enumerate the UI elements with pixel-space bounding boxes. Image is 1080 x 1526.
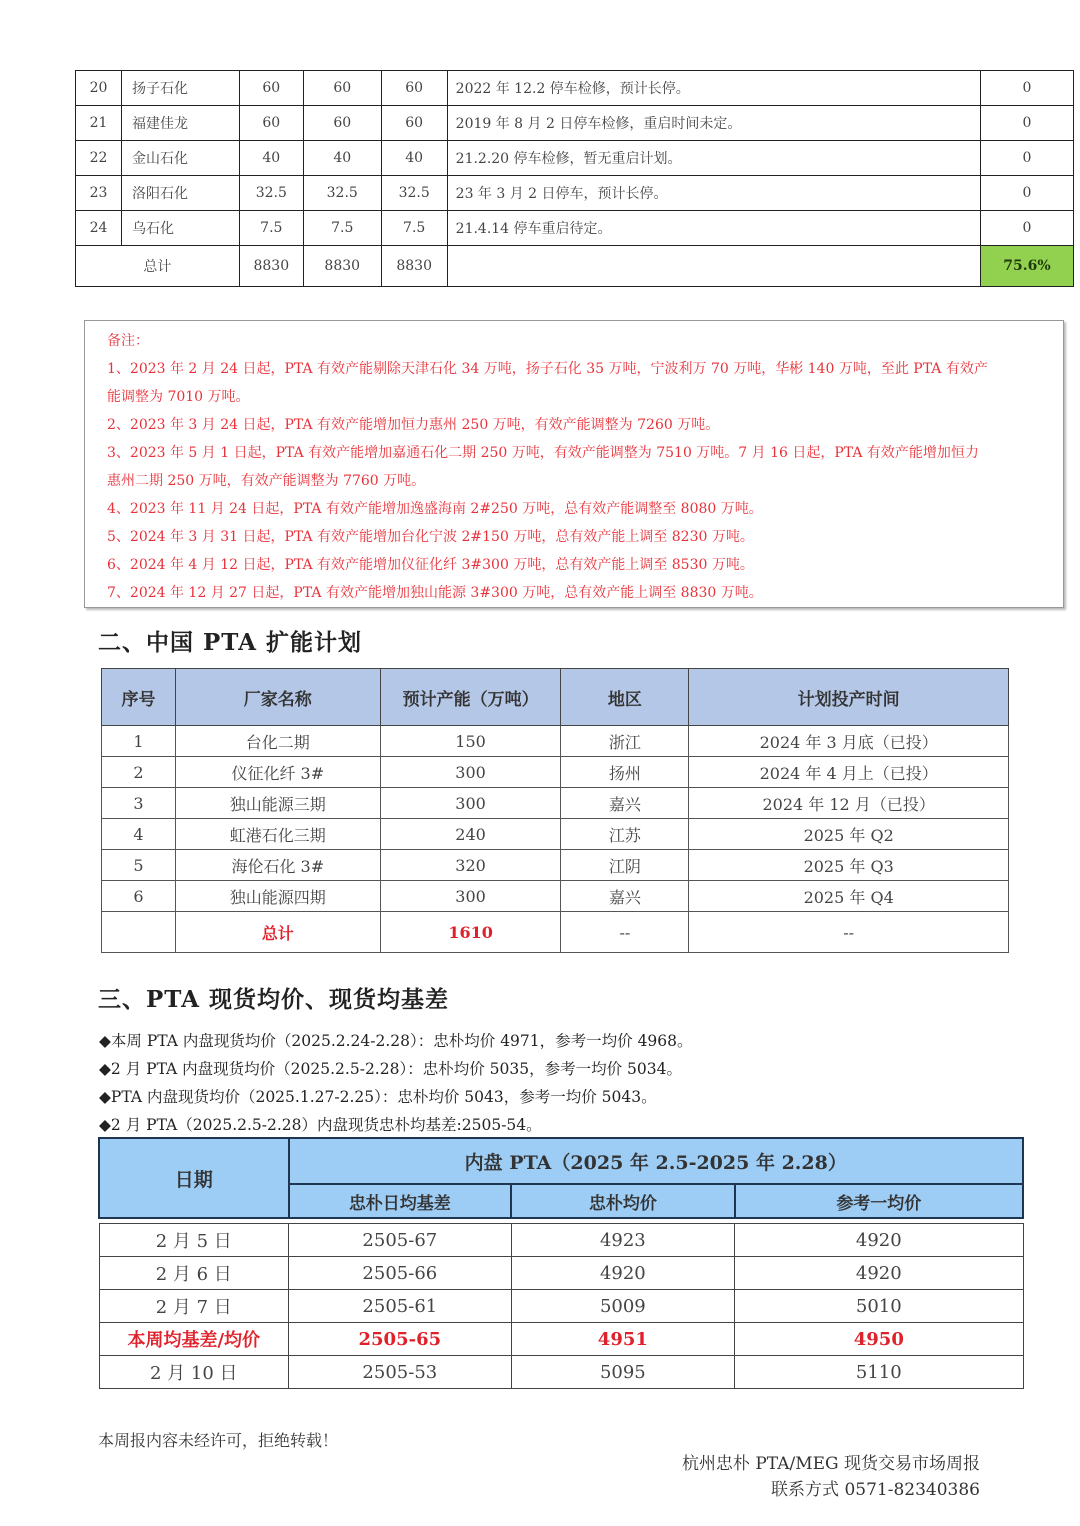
region: 嘉兴 — [561, 881, 689, 912]
total-capacity-1: 8830 — [239, 246, 303, 287]
region: 嘉兴 — [561, 788, 689, 819]
basis: 2505-67 — [289, 1224, 512, 1257]
date: 2 月 6 日 — [99, 1257, 289, 1290]
weekly-average-row — [99, 1323, 1023, 1356]
table-row — [102, 726, 1009, 757]
col-header-zp-price: 忠朴均价 — [511, 1184, 735, 1218]
capacity: 320 — [380, 850, 561, 881]
row-number: 1 — [102, 726, 176, 757]
total-capacity: 1610 — [380, 912, 561, 953]
table-row — [99, 1356, 1023, 1389]
company-name: 乌石化 — [121, 211, 239, 246]
company-name: 独山能源四期 — [175, 881, 380, 912]
capacity: 300 — [380, 788, 561, 819]
capacity-1: 32.5 — [239, 176, 303, 211]
total-region: -- — [561, 912, 689, 953]
list-item: ◆2 月 PTA（2025.2.5-2.28）内盘现货忠朴均基差:2505-54。 — [99, 1116, 542, 1134]
col-header-capacity: 预计产能（万吨） — [380, 669, 561, 726]
section-2-title: 二、中国 PTA 扩能计划 — [98, 629, 363, 656]
table-header-row — [99, 1138, 1023, 1184]
start-time: 2025 年 Q2 — [689, 819, 1009, 850]
zp-price: 4951 — [511, 1323, 735, 1356]
capacity-1: 7.5 — [239, 211, 303, 246]
row-number: 23 — [76, 176, 122, 211]
operating-rate: 0 — [981, 141, 1074, 176]
notes-title: 备注： — [107, 333, 149, 349]
capacity-3: 40 — [381, 141, 447, 176]
ref-price: 5010 — [735, 1290, 1023, 1323]
basis: 2505-65 — [289, 1323, 512, 1356]
basis: 2505-61 — [289, 1290, 512, 1323]
start-time: 2024 年 4 月上（已投） — [689, 757, 1009, 788]
capacity-1: 40 — [239, 141, 303, 176]
zp-price: 5009 — [511, 1290, 735, 1323]
operating-rate: 0 — [981, 106, 1074, 141]
date: 本周均基差/均价 — [99, 1323, 289, 1356]
company-name: 福建佳龙 — [121, 106, 239, 141]
total-label: 总计 — [175, 912, 380, 953]
capacity-2: 7.5 — [303, 211, 381, 246]
capacity-3: 60 — [381, 106, 447, 141]
row-number: 24 — [76, 211, 122, 246]
region: 江苏 — [561, 819, 689, 850]
capacity: 240 — [380, 819, 561, 850]
col-header-number: 序号 — [102, 669, 176, 726]
total-note — [447, 246, 980, 287]
capacity-3: 60 — [381, 71, 447, 106]
contact-info: 联系方式 0571-82340386 — [771, 1480, 980, 1500]
status-note: 2022 年 12.2 停车检修，预计长停。 — [447, 71, 980, 106]
table-row — [99, 1290, 1023, 1323]
basis: 2505-53 — [289, 1356, 512, 1389]
ref-price: 4920 — [735, 1257, 1023, 1290]
note-line: 5、2024 年 3 月 31 日起，PTA 有效产能增加台化宁波 2#150 万吨，总有效产能上调至 8230 万吨。 — [107, 529, 754, 545]
operating-rate: 0 — [981, 211, 1074, 246]
start-time: 2024 年 12 月（已投） — [689, 788, 1009, 819]
capacity-1: 60 — [239, 106, 303, 141]
table-row — [76, 176, 1074, 211]
start-time: 2025 年 Q4 — [689, 881, 1009, 912]
table-row — [99, 1257, 1023, 1290]
row-number: 20 — [76, 71, 122, 106]
company-name: 仪征化纤 3# — [175, 757, 380, 788]
list-item: ◆PTA 内盘现货均价（2025.1.27-2.25）：忠朴均价 5043，参考一均价 5043。 — [99, 1088, 657, 1106]
table-row — [102, 850, 1009, 881]
total-capacity-3: 8830 — [381, 246, 447, 287]
zp-price: 4920 — [511, 1257, 735, 1290]
capacity-2: 60 — [303, 106, 381, 141]
capacity-table — [75, 70, 1074, 287]
company-name: 台化二期 — [175, 726, 380, 757]
table-row — [102, 788, 1009, 819]
company-name: 独山能源三期 — [175, 788, 380, 819]
col-header-date: 日期 — [99, 1138, 289, 1218]
note-line: 4、2023 年 11 月 24 日起，PTA 有效产能增加逸盛海南 2#250 万吨，总有效产能调整至 8080 万吨。 — [107, 501, 763, 517]
col-header-region: 地区 — [561, 669, 689, 726]
capacity-3: 32.5 — [381, 176, 447, 211]
operating-rate: 0 — [981, 176, 1074, 211]
total-number — [102, 912, 176, 953]
region: 浙江 — [561, 726, 689, 757]
start-time: 2024 年 3 月底（已投） — [689, 726, 1009, 757]
zp-price: 5095 — [511, 1356, 735, 1389]
note-line: 7、2024 年 12 月 27 日起，PTA 有效产能增加独山能源 3#300 万吨，总有效产能上调至 8830 万吨。 — [107, 585, 763, 601]
col-header-ref-price: 参考一均价 — [735, 1184, 1023, 1218]
company-name: 金山石化 — [121, 141, 239, 176]
start-time: 2025 年 Q3 — [689, 850, 1009, 881]
note-line: 惠州二期 250 万吨，有效产能调整为 7760 万吨。 — [107, 473, 426, 489]
row-number: 22 — [76, 141, 122, 176]
capacity-3: 7.5 — [381, 211, 447, 246]
row-number: 4 — [102, 819, 176, 850]
section-3-title: 三、PTA 现货均价、现货均基差 — [98, 986, 450, 1013]
date: 2 月 10 日 — [99, 1356, 289, 1389]
list-item: ◆2 月 PTA 内盘现货均价（2025.2.5-2.28）：忠朴均价 5035，参考一均价 5034。 — [99, 1060, 682, 1078]
total-label: 总计 — [76, 246, 240, 287]
disclaimer: 本周报内容未经许可，拒绝转载！ — [98, 1431, 339, 1450]
capacity-2: 60 — [303, 71, 381, 106]
note-line: 1、2023 年 2 月 24 日起，PTA 有效产能剔除天津石化 34 万吨，扬子石化 35 万吨，宁波利万 70 万吨，华彬 140 万吨，至此 PTA 有效产 — [107, 361, 988, 377]
status-note: 2019 年 8 月 2 日停车检修，重启时间未定。 — [447, 106, 980, 141]
list-item: ◆本周 PTA 内盘现货均价（2025.2.24-2.28）：忠朴均价 4971，参考一均价 4968。 — [99, 1032, 693, 1050]
table-row — [76, 71, 1074, 106]
operating-rate: 0 — [981, 71, 1074, 106]
row-number: 21 — [76, 106, 122, 141]
capacity-2: 40 — [303, 141, 381, 176]
basis: 2505-66 — [289, 1257, 512, 1290]
total-operating-rate: 75.6% — [981, 246, 1074, 287]
note-line: 3、2023 年 5 月 1 日起，PTA 有效产能增加嘉通石化二期 250 万吨，有效产能调整为 7510 万吨。7 月 16 日起，PTA 有效产能增加恒力 — [107, 445, 979, 461]
company-name: 扬子石化 — [121, 71, 239, 106]
table-row — [102, 819, 1009, 850]
note-line: 能调整为 7010 万吨。 — [107, 389, 250, 405]
ref-price: 4920 — [735, 1224, 1023, 1257]
row-number: 5 — [102, 850, 176, 881]
table-row — [102, 757, 1009, 788]
table-row — [76, 141, 1074, 176]
zp-price: 4923 — [511, 1224, 735, 1257]
capacity: 300 — [380, 881, 561, 912]
table-row — [76, 211, 1074, 246]
group-header: 内盘 PTA（2025 年 2.5-2025 年 2.28） — [289, 1138, 1023, 1184]
table-row — [99, 1224, 1023, 1257]
table-row — [76, 106, 1074, 141]
total-row — [102, 912, 1009, 953]
ref-price: 5110 — [735, 1356, 1023, 1389]
region: 江阴 — [561, 850, 689, 881]
capacity: 300 — [380, 757, 561, 788]
publisher-name: 杭州忠朴 PTA/MEG 现货交易市场周报 — [681, 1454, 980, 1474]
note-line: 2、2023 年 3 月 24 日起，PTA 有效产能增加恒力惠州 250 万吨，有效产能调整为 7260 万吨。 — [107, 417, 720, 433]
table-header-row — [102, 669, 1009, 726]
footer — [682, 1451, 980, 1503]
total-capacity-2: 8830 — [303, 246, 381, 287]
company-name: 海伦石化 3# — [175, 850, 380, 881]
price-summary-list — [99, 1027, 693, 1139]
region: 扬州 — [561, 757, 689, 788]
col-header-basis: 忠朴日均基差 — [289, 1184, 512, 1218]
status-note: 23 年 3 月 2 日停车，预计长停。 — [447, 176, 980, 211]
notes-box — [84, 320, 1064, 608]
table-row — [102, 881, 1009, 912]
company-name: 虹港石化三期 — [175, 819, 380, 850]
expansion-plan-table — [101, 668, 1009, 953]
spot-price-table — [98, 1137, 1024, 1389]
status-note: 21.4.14 停车重启待定。 — [447, 211, 980, 246]
status-note: 21.2.20 停车检修，暂无重启计划。 — [447, 141, 980, 176]
note-line: 6、2024 年 4 月 12 日起，PTA 有效产能增加仪征化纤 3#300 万吨，总有效产能上调至 8530 万吨。 — [107, 557, 754, 573]
date: 2 月 7 日 — [99, 1290, 289, 1323]
row-number: 6 — [102, 881, 176, 912]
total-row — [76, 246, 1074, 287]
company-name: 洛阳石化 — [121, 176, 239, 211]
date: 2 月 5 日 — [99, 1224, 289, 1257]
capacity: 150 — [380, 726, 561, 757]
ref-price: 4950 — [735, 1323, 1023, 1356]
row-number: 3 — [102, 788, 176, 819]
capacity-2: 32.5 — [303, 176, 381, 211]
col-header-company: 厂家名称 — [175, 669, 380, 726]
total-start-time: -- — [689, 912, 1009, 953]
capacity-1: 60 — [239, 71, 303, 106]
row-number: 2 — [102, 757, 176, 788]
col-header-start-time: 计划投产时间 — [689, 669, 1009, 726]
